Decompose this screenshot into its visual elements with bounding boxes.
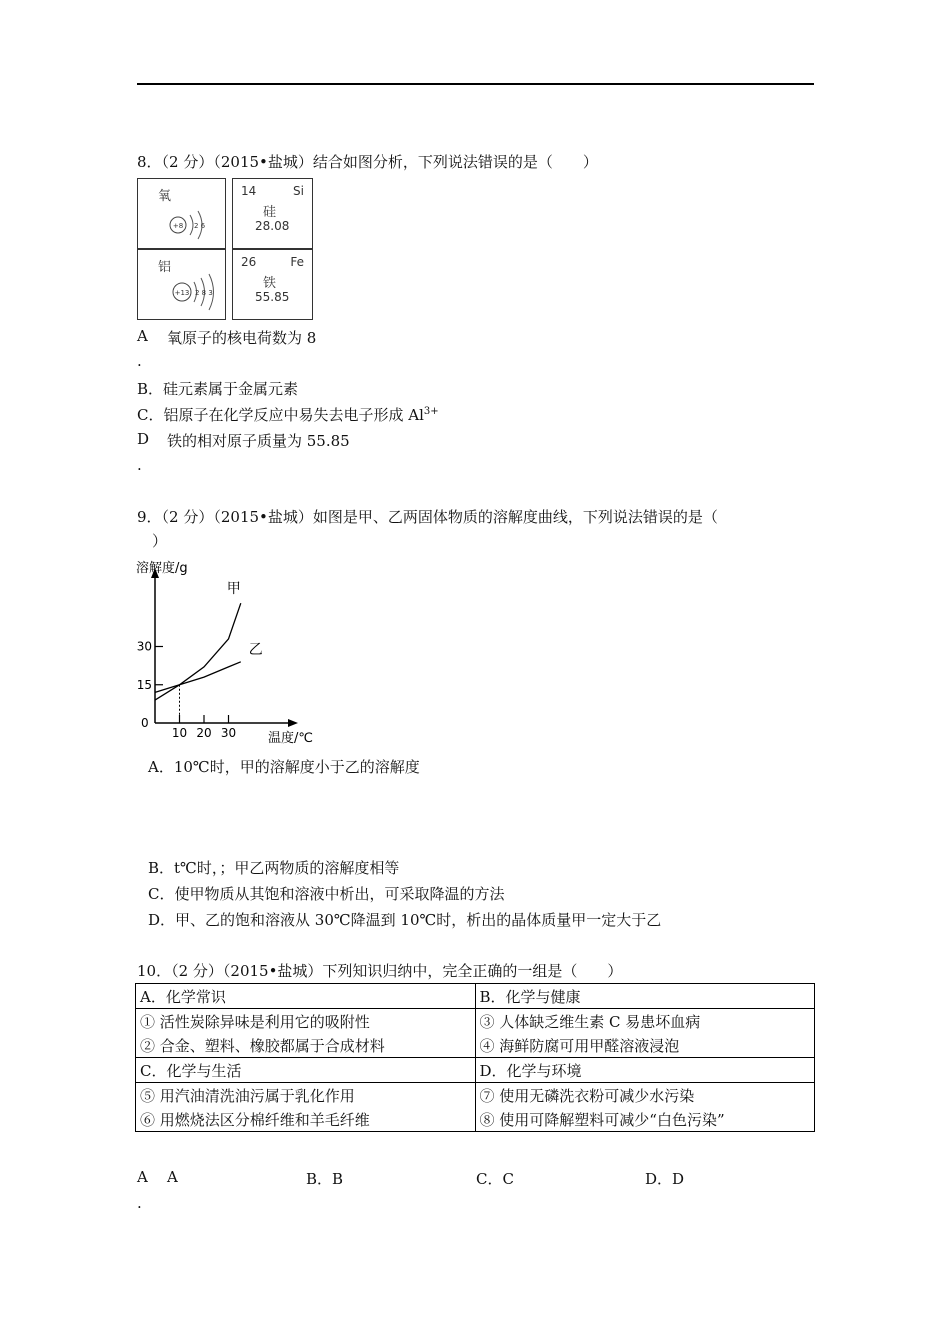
iron-name: 铁 <box>263 276 277 291</box>
q10-answer-a: A <box>167 1168 178 1186</box>
series-line-1 <box>155 603 241 700</box>
q10-answer-a-letter: A <box>137 1168 148 1186</box>
q8-option-a: 氧原子的核电荷数为 8 <box>167 329 317 347</box>
silicon-card <box>232 178 313 249</box>
x-tick-label-30: 30 <box>220 726 237 740</box>
q9-option-b: B．t℃时，；甲乙两物质的溶解度相等 <box>148 859 400 877</box>
group-c-item-2: ⑥ 用燃烧法区分棉纤维和羊毛纤维 <box>136 1107 476 1132</box>
oxygen-card <box>137 178 226 249</box>
series-label-2: 乙 <box>248 641 263 658</box>
q8-element-figure <box>137 178 315 320</box>
group-a-item-2: ② 合金、塑料、橡胶都属于合成材料 <box>136 1033 476 1058</box>
y-axis-label: 溶解度/g <box>136 561 188 576</box>
group-a-item-1: ① 活性炭除异味是利用它的吸附性 <box>136 1009 476 1034</box>
x-axis-label: 温度/℃ <box>268 731 313 746</box>
silicon-name: 硅 <box>263 205 277 220</box>
q10-stem: 10．（2 分）（2015•盐城）下列知识归纳中，完全正确的一组是（ ） <box>137 962 623 980</box>
q9-option-c: C．使甲物质从其饱和溶液中析出，可采取降温的方法 <box>148 885 505 903</box>
q9-option-d: D．甲、乙的饱和溶液从 30℃降温到 10℃时，析出的晶体质量甲一定大于乙 <box>148 911 662 929</box>
aluminum-card <box>137 249 226 320</box>
x-axis-arrow <box>288 719 298 727</box>
group-c-item-1: ⑤ 用汽油清洗油污属于乳化作用 <box>136 1083 476 1108</box>
aluminum-nucleus: +13 <box>174 289 190 297</box>
group-d-item-1: ⑦ 使用无磷洗衣粉可减少水污染 <box>475 1083 815 1108</box>
oxygen-nucleus: +8 <box>172 222 184 230</box>
iron-mass: 55.85 <box>255 290 290 304</box>
x-tick-label-20: 20 <box>196 726 212 740</box>
q8-option-c <box>137 404 439 425</box>
series-line-2 <box>155 662 241 693</box>
aluminum-name: 铝 <box>158 260 172 275</box>
q10-answer-a-dot: . <box>137 1194 142 1212</box>
origin-label: 0 <box>141 716 149 730</box>
iron-card <box>232 249 313 320</box>
q9-stem-line1: 9．（2 分）（2015•盐城）如图是甲、乙两固体物质的溶解度曲线，下列说法错误的是（ <box>137 508 718 526</box>
q8-stem: 8．（2 分）（2015•盐城）结合如图分析，下列说法错误的是（ ） <box>137 153 598 171</box>
q8-option-b: B．硅元素属于金属元素 <box>137 380 299 398</box>
oxygen-name: 氧 <box>158 189 172 204</box>
q10-answer-d: D．D <box>645 1170 685 1188</box>
q10-answer-b: B．B <box>306 1170 344 1188</box>
solubility-chart <box>130 560 330 746</box>
q8-option-d-letter: D <box>137 430 150 448</box>
q8-option-c-charge: 3+ <box>423 406 439 417</box>
header-rule <box>137 83 814 85</box>
q8-option-a-letter: A <box>137 327 148 345</box>
oxygen-atom-diagram <box>166 207 216 243</box>
group-b-item-1: ③ 人体缺乏维生素 C 易患坏血病 <box>475 1009 815 1034</box>
aluminum-atom-diagram <box>168 272 224 312</box>
q8-option-c-text: C．铝原子在化学反应中易失去电子形成 Al <box>137 406 424 424</box>
q9-stem-line2: ） <box>152 532 168 550</box>
q8-option-a-dot: . <box>137 352 142 370</box>
y-tick-label-30: 30 <box>136 639 152 654</box>
q10-answer-c: C．C <box>476 1170 514 1188</box>
q8-option-d-dot: . <box>137 456 142 474</box>
q8-option-d: 铁的相对原子质量为 55.85 <box>167 432 350 450</box>
iron-number: 26 <box>241 255 257 269</box>
oxygen-shells: 2 6 <box>194 222 206 230</box>
group-b-heading: B．化学与健康 <box>475 984 815 1009</box>
group-b-item-2: ④ 海鲜防腐可用甲醛溶液浸泡 <box>475 1033 815 1058</box>
q9-option-a: A．10℃时，甲的溶解度小于乙的溶解度 <box>148 758 420 776</box>
knowledge-table <box>135 983 815 1132</box>
aluminum-shells: 2 8 3 <box>195 289 213 297</box>
silicon-number: 14 <box>241 184 257 198</box>
iron-symbol: Fe <box>290 255 304 269</box>
series-label-1: 甲 <box>226 581 241 598</box>
group-a-heading: A．化学常识 <box>136 984 476 1009</box>
silicon-mass: 28.08 <box>255 219 290 233</box>
y-tick-label-15: 15 <box>136 677 152 692</box>
group-c-heading: C．化学与生活 <box>136 1058 476 1083</box>
x-tick-label-10: 10 <box>171 726 188 740</box>
group-d-heading: D．化学与环境 <box>475 1058 815 1083</box>
silicon-symbol: Si <box>293 184 304 198</box>
group-d-item-2: ⑧ 使用可降解塑料可减少“白色污染” <box>475 1107 815 1132</box>
